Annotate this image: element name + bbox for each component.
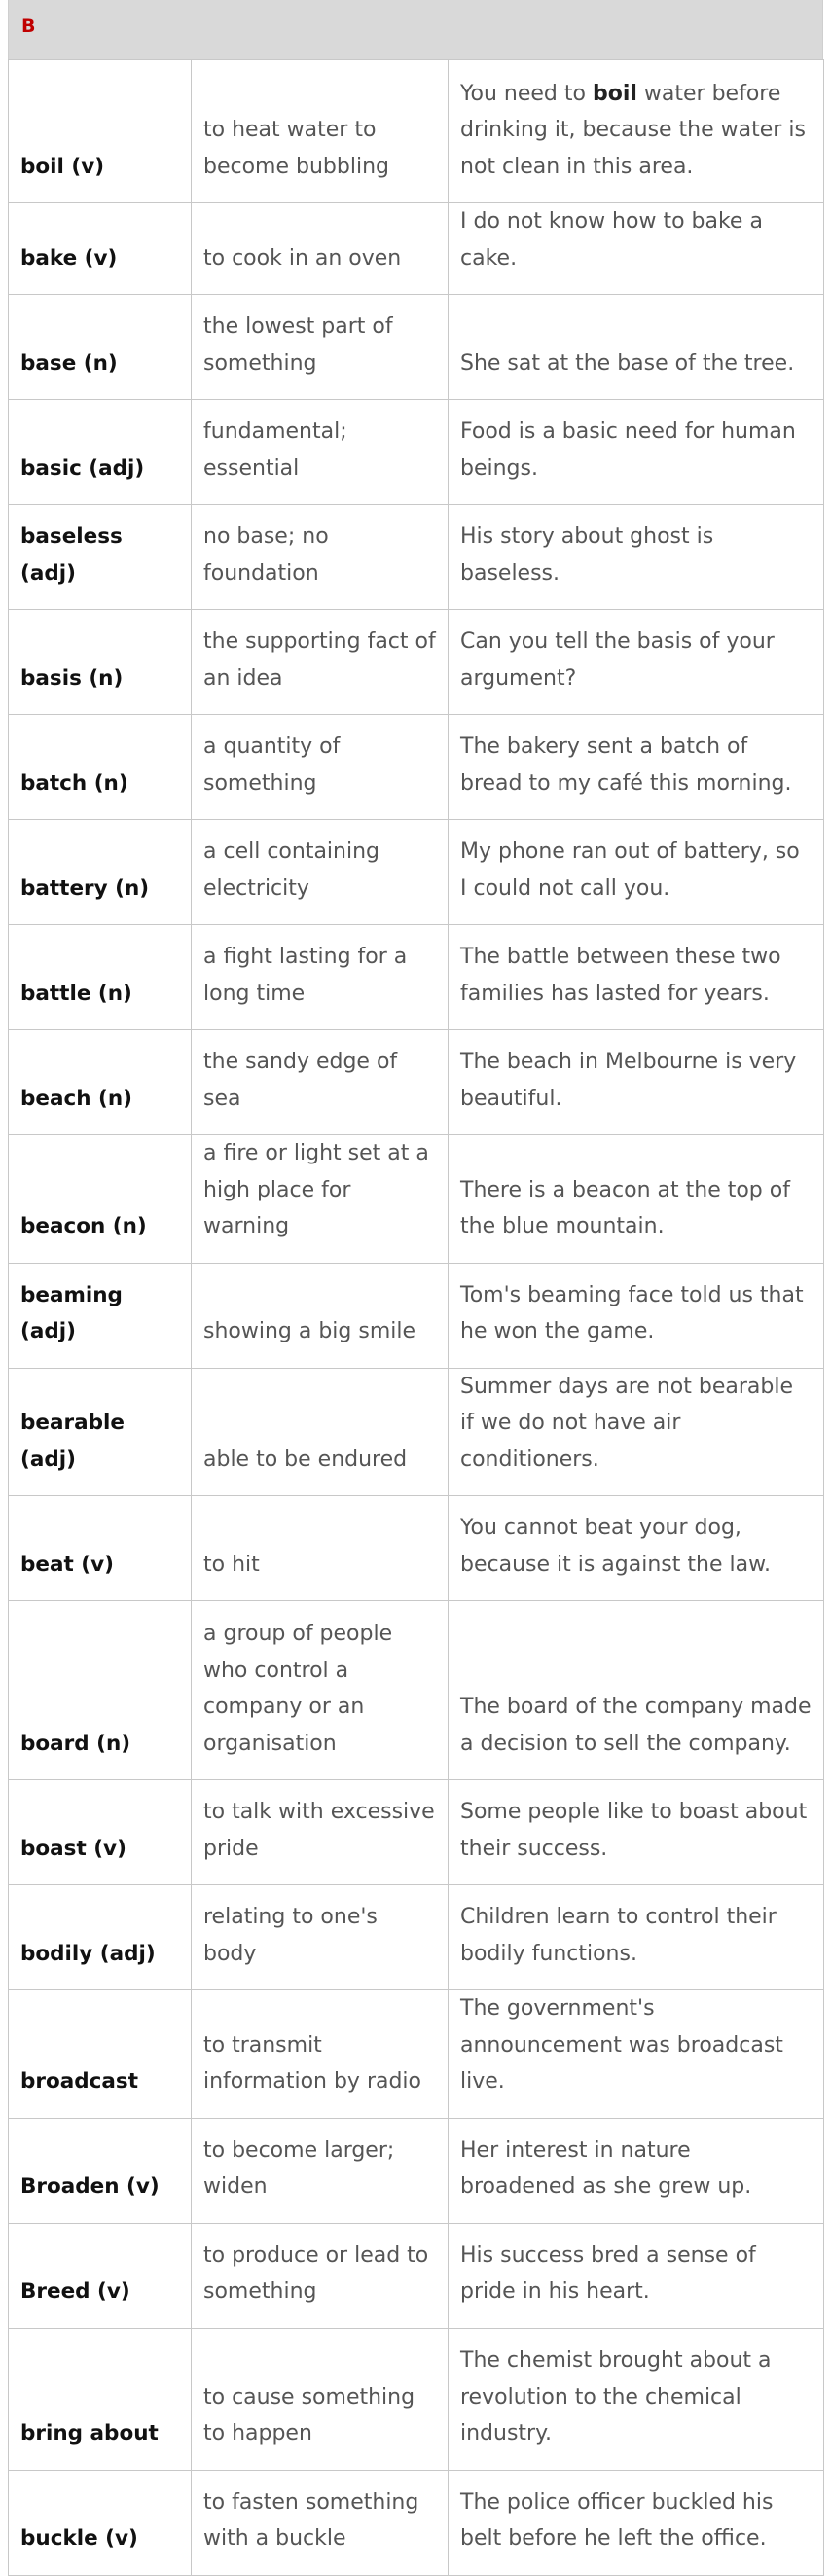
word-cell: boil (v): [9, 60, 192, 203]
word-cell: beat (v): [9, 1496, 192, 1601]
example-cell: She sat at the base of the tree.: [449, 295, 824, 400]
definition-cell: to hit: [192, 1496, 449, 1601]
word-cell: boast (v): [9, 1780, 192, 1885]
table-row: [9, 60, 824, 203]
example-cell: The board of the company made a decision to sell the company.: [449, 1601, 824, 1780]
definition-cell: to cause something to happen: [192, 2328, 449, 2470]
example-highlight-word: boil: [592, 81, 637, 106]
table-row: [9, 203, 824, 295]
word-cell: bearable (adj): [9, 1368, 192, 1496]
example-cell: The chemist brought about a revolution to the chemical industry.: [449, 2328, 824, 2470]
word-cell: board (n): [9, 1601, 192, 1780]
table-row: [9, 820, 824, 925]
example-cell: Can you tell the basis of your argument?: [449, 610, 824, 715]
definition-cell: to become larger; widen: [192, 2118, 449, 2223]
definition-cell: a fight lasting for a long time: [192, 925, 449, 1030]
example-cell: The beach in Melbourne is very beautiful.: [449, 1030, 824, 1135]
word-cell: buckle (v): [9, 2470, 192, 2575]
table-row: [9, 2118, 824, 2223]
table-row: [9, 2223, 824, 2328]
table-row: [9, 925, 824, 1030]
definition-cell: to produce or lead to something: [192, 2223, 449, 2328]
example-cell: His success bred a sense of pride in his heart.: [449, 2223, 824, 2328]
table-row: [9, 400, 824, 505]
table-row: [9, 1496, 824, 1601]
definition-cell: to cook in an oven: [192, 203, 449, 295]
example-text-end: water before drinking it, because the water is not clean in this area.: [460, 81, 806, 179]
word-cell: beacon (n): [9, 1135, 192, 1264]
word-cell: beach (n): [9, 1030, 192, 1135]
word-cell: battle (n): [9, 925, 192, 1030]
example-cell: You cannot beat your dog, because it is against the law.: [449, 1496, 824, 1601]
example-cell: [449, 60, 824, 203]
table-row: [9, 1368, 824, 1496]
definition-cell: a fire or light set at a high place for warning: [192, 1135, 449, 1264]
definition-cell: a group of people who control a company or an organisation: [192, 1601, 449, 1780]
table-row: [9, 1780, 824, 1885]
word-cell: Broaden (v): [9, 2118, 192, 2223]
word-cell: bake (v): [9, 203, 192, 295]
example-cell: Her interest in nature broadened as she grew up.: [449, 2118, 824, 2223]
vocabulary-table-container: [8, 0, 823, 2576]
definition-cell: showing a big smile: [192, 1263, 449, 1368]
word-cell: broadcast: [9, 1990, 192, 2119]
example-cell: Summer days are not bearable if we do not have air conditioners.: [449, 1368, 824, 1496]
definition-cell: a quantity of something: [192, 715, 449, 820]
table-row: [9, 610, 824, 715]
definition-cell: able to be endured: [192, 1368, 449, 1496]
definition-cell: to heat water to become bubbling: [192, 60, 449, 203]
word-cell: baseless (adj): [9, 505, 192, 610]
table-row: [9, 505, 824, 610]
table-row: [9, 1885, 824, 1990]
example-text-start: You need to: [460, 81, 593, 106]
table-row: [9, 1601, 824, 1780]
table-row: [9, 715, 824, 820]
table-row: [9, 295, 824, 400]
definition-cell: a cell containing electricity: [192, 820, 449, 925]
example-cell: The government's announcement was broadcast live.: [449, 1990, 824, 2119]
section-letter: B: [21, 16, 36, 37]
word-cell: bodily (adj): [9, 1885, 192, 1990]
word-cell: battery (n): [9, 820, 192, 925]
definition-cell: the sandy edge of sea: [192, 1030, 449, 1135]
table-row: [9, 1030, 824, 1135]
example-cell: Children learn to control their bodily functions.: [449, 1885, 824, 1990]
definition-cell: to transmit information by radio: [192, 1990, 449, 2119]
word-cell: Breed (v): [9, 2223, 192, 2328]
word-cell: base (n): [9, 295, 192, 400]
example-cell: Food is a basic need for human beings.: [449, 400, 824, 505]
table-row: [9, 2470, 824, 2575]
word-cell: batch (n): [9, 715, 192, 820]
example-cell: The battle between these two families has lasted for years.: [449, 925, 824, 1030]
example-cell: There is a beacon at the top of the blue mountain.: [449, 1135, 824, 1264]
definition-cell: to talk with excessive pride: [192, 1780, 449, 1885]
table-row: [9, 2328, 824, 2470]
word-cell: beaming (adj): [9, 1263, 192, 1368]
definition-cell: fundamental; essential: [192, 400, 449, 505]
table-row: [9, 1263, 824, 1368]
definition-cell: the supporting fact of an idea: [192, 610, 449, 715]
example-cell: Tom's beaming face told us that he won the game.: [449, 1263, 824, 1368]
section-header: [8, 0, 823, 59]
example-cell: The bakery sent a batch of bread to my café this morning.: [449, 715, 824, 820]
definition-cell: no base; no foundation: [192, 505, 449, 610]
word-cell: bring about: [9, 2328, 192, 2470]
example-cell: My phone ran out of battery, so I could not call you.: [449, 820, 824, 925]
table-row: [9, 1135, 824, 1264]
definition-cell: to fasten something with a buckle: [192, 2470, 449, 2575]
example-cell: Some people like to boast about their success.: [449, 1780, 824, 1885]
table-row: [9, 1990, 824, 2119]
example-cell: His story about ghost is baseless.: [449, 505, 824, 610]
example-cell: The police officer buckled his belt before he left the office.: [449, 2470, 824, 2575]
word-cell: basis (n): [9, 610, 192, 715]
definition-cell: the lowest part of something: [192, 295, 449, 400]
word-cell: basic (adj): [9, 400, 192, 505]
example-cell: I do not know how to bake a cake.: [449, 203, 824, 295]
definition-cell: relating to one's body: [192, 1885, 449, 1990]
vocabulary-table: [8, 59, 824, 2576]
